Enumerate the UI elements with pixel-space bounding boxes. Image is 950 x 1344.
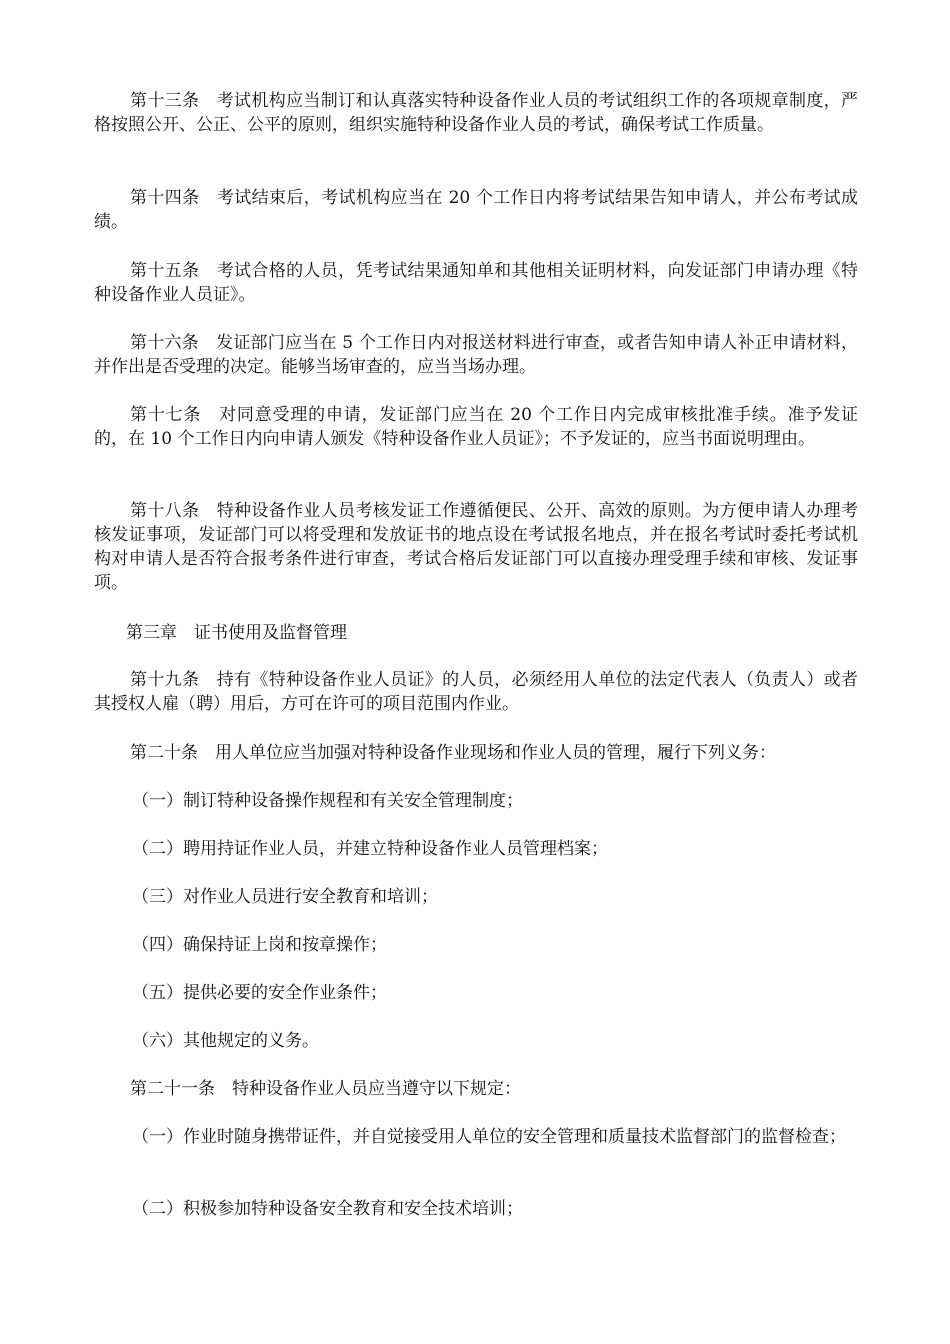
article-20-item-2: （二）聘用持证作业人员，并建立特种设备作业人员管理档案； [132,839,608,859]
article-16-paragraph: 第十六条 发证部门应当在 5 个工作日内对报送材料进行审查，或者告知申请人补正申请材料，并作出是否受理的决定。能够当场审查的，应当当场办理。 [94,333,858,377]
article-13-paragraph: 第十三条 考试机构应当制订和认真落实特种设备作业人员的考试组织工作的各项规章制度，严格按照公开、公正、公平的原则，组织实施特种设备作业人员的考试，确保考试工作质量。 [94,91,858,135]
article-20-paragraph: 第二十条 用人单位应当加强对特种设备作业现场和作业人员的管理，履行下列义务： [130,743,776,763]
article-18-paragraph: 第十八条 特种设备作业人员考核发证工作遵循便民、公开、高效的原则。为方便申请人办理考核发证事项，发证部门可以将受理和发放证书的地点设在考试报名地点，并在报名考试时委托考试机构对申请人是否符合报考条件进行审查，考试合格后发证部门可以直接办理受理手续和审核、发证事项。 [94,501,858,593]
article-20-item-4: （四）确保持证上岗和按章操作； [132,935,387,955]
chapter-3-heading: 第三章 证书使用及监督管理 [126,623,347,643]
article-20-item-3: （三）对作业人员进行安全教育和培训； [132,887,438,907]
article-21-item-1: （一）作业时随身携带证件，并自觉接受用人单位的安全管理和质量技术监督部门的监督检查； [132,1127,846,1147]
article-14-paragraph: 第十四条 考试结束后，考试机构应当在 20 个工作日内将考试结果告知申请人，并公布考试成绩。 [94,188,858,232]
article-20-item-1: （一）制订特种设备操作规程和有关安全管理制度； [132,791,523,811]
article-19-paragraph: 第十九条 持有《特种设备作业人员证》的人员，必须经用人单位的法定代表人（负责人）或者其授权人雇（聘）用后，方可在许可的项目范围内作业。 [94,670,858,714]
article-21-item-2: （二）积极参加特种设备安全教育和安全技术培训； [132,1199,523,1219]
article-20-item-6: （六）其他规定的义务。 [132,1031,319,1051]
article-20-item-5: （五）提供必要的安全作业条件； [132,983,387,1003]
article-21-paragraph: 第二十一条 特种设备作业人员应当遵守以下规定： [130,1079,521,1099]
article-17-paragraph: 第十七条 对同意受理的申请，发证部门应当在 20 个工作日内完成审核批准手续。准予发证的，在 10 个工作日内向申请人颁发《特种设备作业人员证》；不予发证的，应当书面说明理由。 [94,405,858,449]
article-15-paragraph: 第十五条 考试合格的人员，凭考试结果通知单和其他相关证明材料，向发证部门申请办理《特种设备作业人员证》。 [94,261,858,305]
